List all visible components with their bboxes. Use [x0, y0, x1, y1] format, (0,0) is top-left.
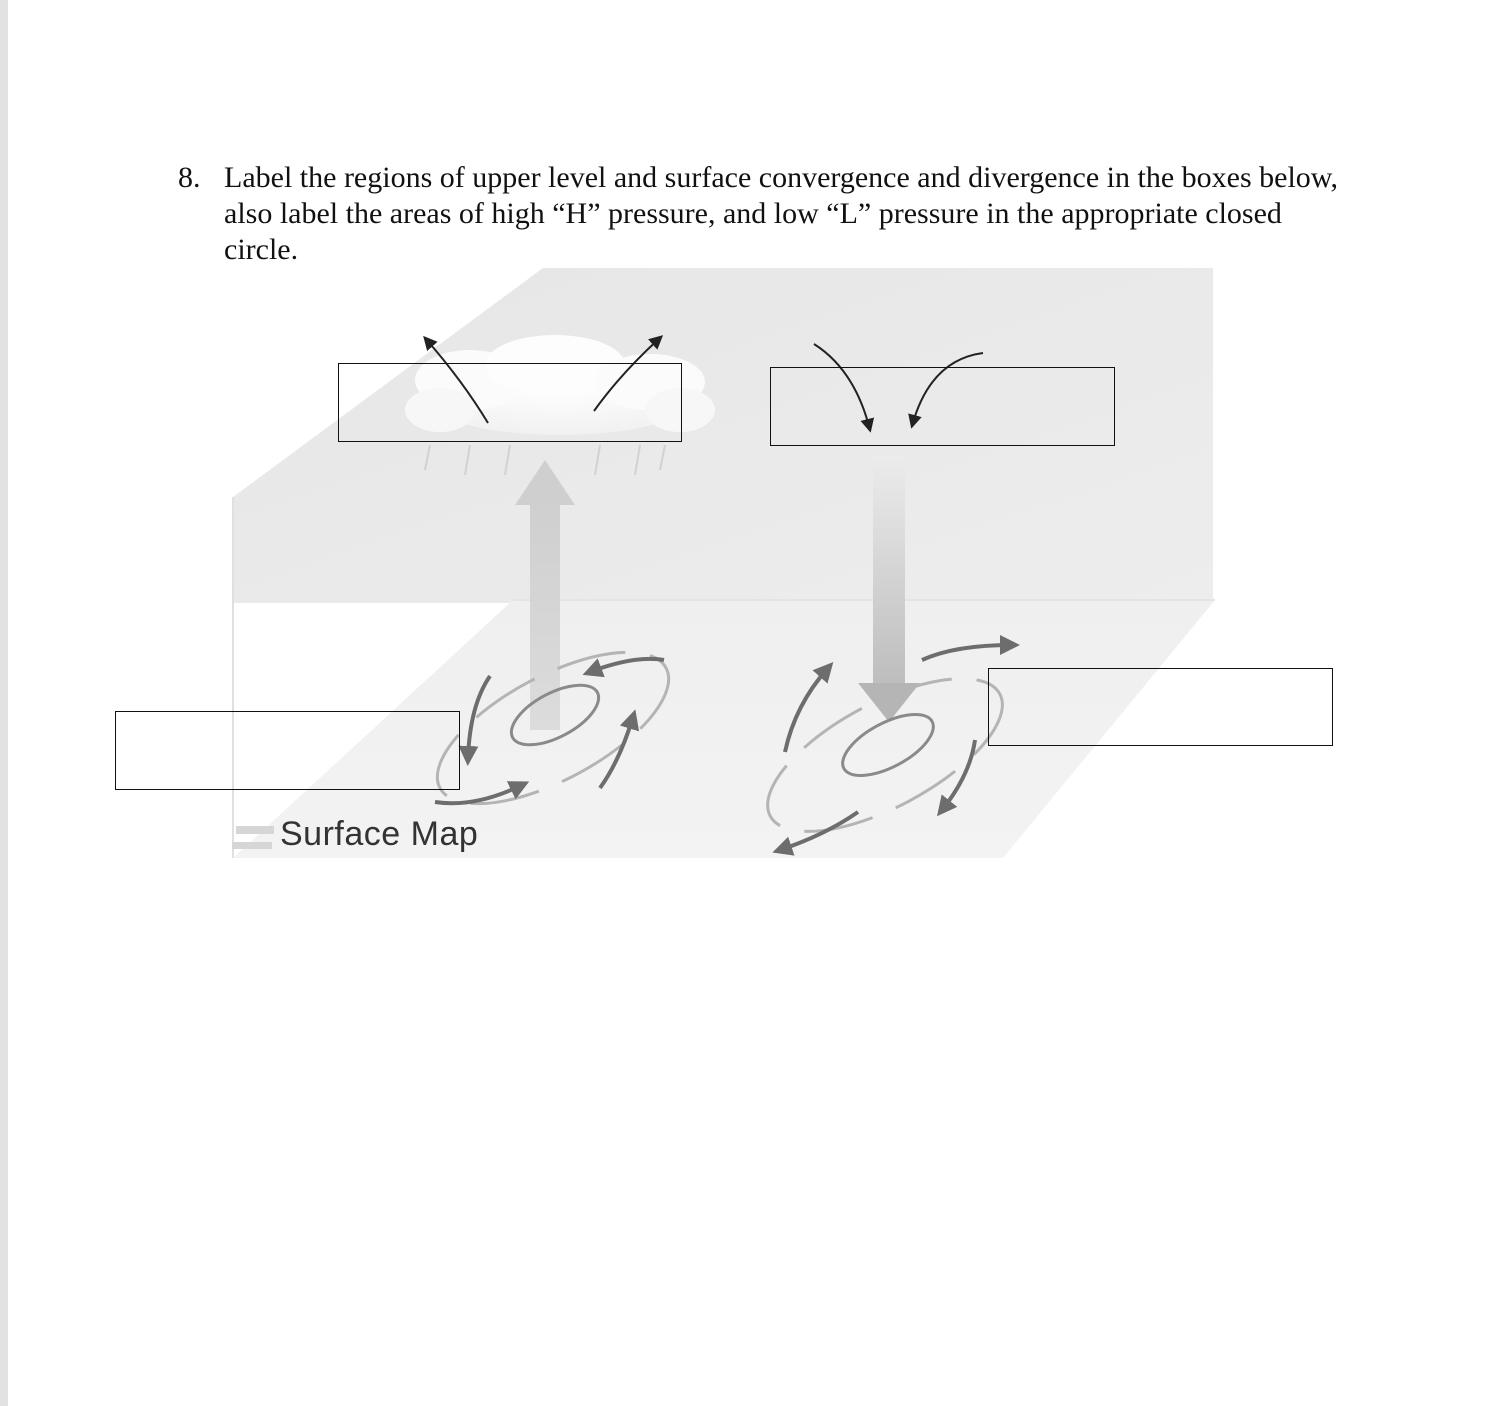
surface-map-label: Surface Map	[280, 815, 479, 853]
answer-box-upper-right[interactable]	[770, 367, 1115, 446]
answer-box-surface-right[interactable]	[988, 668, 1333, 746]
answer-box-upper-left[interactable]	[338, 363, 682, 442]
answer-box-surface-left[interactable]	[115, 711, 460, 790]
question-line-2: also label the areas of high “H” pressure, and low “L” pressure in the appropriate closed	[224, 197, 1282, 230]
question-number: 8.	[178, 161, 201, 194]
question-line-3: circle.	[224, 233, 299, 266]
question-line-1: Label the regions of upper level and surface convergence and divergence in the boxes below,	[224, 161, 1338, 194]
